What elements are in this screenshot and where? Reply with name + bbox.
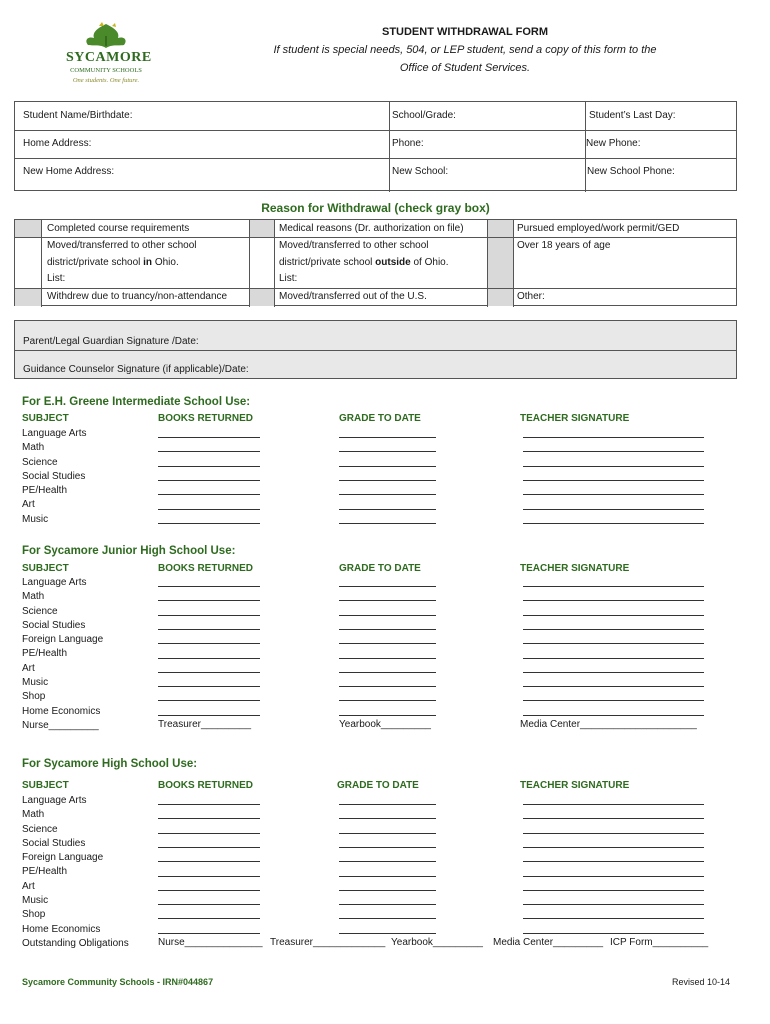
hs-grade-line[interactable]	[339, 833, 436, 834]
eh-grade-header: GRADE TO DATE	[339, 413, 421, 424]
hs-books-line[interactable]	[158, 918, 260, 919]
eh-subject-item: Language Arts	[22, 428, 87, 439]
form-title: STUDENT WITHDRAWAL FORM	[381, 26, 548, 38]
logo-name: SYCAMORE	[66, 50, 152, 65]
reason-moved-outside-line1: Moved/transferred to other school	[279, 240, 429, 251]
hs-subject-item: Social Studies	[22, 837, 86, 849]
hs-subject-item: Home Economics	[22, 923, 101, 935]
reason-moved-outside-list: List:	[279, 273, 298, 284]
eh-books-line[interactable]	[158, 494, 260, 495]
hs-teacher-line[interactable]	[523, 933, 704, 934]
hs-books-line[interactable]	[158, 890, 260, 891]
jh-books-line[interactable]	[158, 715, 260, 716]
reason-heading: Reason for Withdrawal (check gray box)	[261, 201, 490, 215]
student-name-field[interactable]: Student Name/Birthdate:	[23, 110, 133, 121]
jh-grade-line[interactable]	[339, 672, 436, 673]
jh-grade-header: GRADE TO DATE	[339, 563, 421, 574]
eh-subject-item: PE/Health	[22, 485, 68, 497]
phone-field[interactable]: Phone:	[392, 138, 424, 149]
hs-books-header: BOOKS RETURNED	[158, 780, 254, 791]
jh-books-line[interactable]	[158, 643, 260, 644]
hs-subject-item: Language Arts	[22, 795, 87, 806]
eh-subject-item: Art	[22, 499, 35, 511]
checkbox-over18[interactable]	[487, 237, 513, 288]
reason-moved-ohio-list: List:	[47, 273, 66, 284]
eh-books-line[interactable]	[158, 509, 260, 510]
eh-grade-line[interactable]	[339, 480, 436, 481]
hs-grade-header: GRADE TO DATE	[337, 780, 419, 791]
hs-teacher-header: TEACHER SIGNATURE	[520, 780, 630, 791]
jh-books-line[interactable]	[158, 700, 260, 701]
jh-teacher-line[interactable]	[523, 615, 704, 616]
reason-employed: Pursued employed/work permit/GED	[517, 223, 680, 234]
jh-books-line[interactable]	[158, 615, 260, 616]
eh-grade-line[interactable]	[339, 451, 436, 452]
hs-subject-item: Shop	[22, 909, 46, 921]
jh-subject-item: Science	[22, 605, 58, 617]
new-school-phone-field[interactable]: New School Phone:	[587, 166, 675, 177]
jh-subject-list	[22, 576, 103, 733]
hs-books-line[interactable]	[158, 833, 260, 834]
jh-books-header: BOOKS RETURNED	[158, 563, 254, 574]
hs-subject-item: Science	[22, 823, 58, 835]
reason-over18: Over 18 years of age	[517, 240, 611, 251]
jh-grade-line[interactable]	[339, 643, 436, 644]
jh-subject-item: Music	[22, 677, 49, 689]
hs-teacher-line[interactable]	[523, 847, 704, 848]
jh-yearbook[interactable]: Yearbook_________	[339, 719, 431, 730]
eh-books-line[interactable]	[158, 451, 260, 452]
hs-books-line[interactable]	[158, 861, 260, 862]
counselor-signature-field[interactable]: Guidance Counselor Signature (if applicable)/Date:	[23, 364, 249, 375]
hs-grade-line[interactable]	[339, 904, 436, 905]
jh-teacher-line[interactable]	[523, 700, 704, 701]
reason-table	[14, 219, 737, 306]
jh-teacher-line[interactable]	[523, 658, 704, 659]
jh-grade-line[interactable]	[339, 600, 436, 601]
reason-truancy: Withdrew due to truancy/non-attendance	[47, 291, 228, 302]
reason-moved-ohio-line2: district/private school in Ohio.	[47, 257, 179, 268]
eh-teacher-line[interactable]	[523, 494, 704, 495]
hs-books-line[interactable]	[158, 904, 260, 905]
jh-treasurer[interactable]: Treasurer_________	[158, 719, 252, 730]
jh-teacher-line[interactable]	[523, 715, 704, 716]
eh-books-header: BOOKS RETURNED	[158, 413, 254, 424]
jh-grade-line[interactable]	[339, 658, 436, 659]
logo-tagline: One students. One future.	[72, 77, 140, 84]
hs-yearbook[interactable]: Yearbook_________	[391, 937, 483, 948]
header-note-line2: Office of Student Services.	[399, 62, 531, 74]
hs-grade-line[interactable]	[339, 847, 436, 848]
eh-teacher-line[interactable]	[523, 480, 704, 481]
eh-section-title: For E.H. Greene Intermediate School Use:	[22, 396, 251, 408]
parent-signature-field[interactable]: Parent/Legal Guardian Signature /Date:	[23, 336, 199, 347]
reason-medical: Medical reasons (Dr. authorization on file)	[279, 223, 464, 234]
new-school-field[interactable]: New School:	[392, 166, 449, 177]
new-phone-field[interactable]: New Phone:	[586, 138, 641, 149]
hs-section-title: For Sycamore High School Use:	[22, 758, 198, 770]
jh-subject-item: PE/Health	[22, 648, 68, 660]
logo-subtitle: COMMUNITY SCHOOLS	[70, 67, 142, 74]
jh-subject-item: Art	[22, 662, 35, 674]
hs-teacher-line[interactable]	[523, 918, 704, 919]
hs-teacher-line[interactable]	[523, 876, 704, 877]
jh-grade-line[interactable]	[339, 715, 436, 716]
jh-teacher-line[interactable]	[523, 629, 704, 630]
eh-grade-line[interactable]	[339, 523, 436, 524]
jh-section-title: For Sycamore Junior High School Use:	[22, 545, 236, 557]
eh-subject-item: Math	[22, 442, 45, 454]
eh-teacher-line[interactable]	[523, 509, 704, 510]
hs-nurse[interactable]: Nurse______________	[158, 937, 263, 948]
eh-books-line[interactable]	[158, 466, 260, 467]
hs-subject-item: Math	[22, 809, 45, 821]
hs-teacher-line[interactable]	[523, 804, 704, 805]
jh-media-center[interactable]: Media Center_____________________	[520, 719, 697, 730]
checkbox-medical[interactable]	[249, 220, 274, 237]
eh-books-line[interactable]	[158, 480, 260, 481]
eh-grade-line[interactable]	[339, 494, 436, 495]
jh-teacher-line[interactable]	[523, 586, 704, 587]
jh-subject-item: Foreign Language	[22, 634, 104, 646]
jh-grade-line[interactable]	[339, 700, 436, 701]
hs-media-center[interactable]: Media Center_________	[493, 937, 604, 948]
hs-grade-line[interactable]	[339, 861, 436, 862]
jh-teacher-line[interactable]	[523, 600, 704, 601]
eh-teacher-line[interactable]	[523, 451, 704, 452]
jh-subject-item: Nurse_________	[22, 719, 99, 731]
jh-subject-item: Shop	[22, 691, 46, 703]
jh-books-line[interactable]	[158, 672, 260, 673]
sycamore-logo	[54, 22, 158, 88]
hs-teacher-line[interactable]	[523, 890, 704, 891]
jh-books-line[interactable]	[158, 686, 260, 687]
eh-teacher-header: TEACHER SIGNATURE	[520, 413, 630, 424]
jh-teacher-line[interactable]	[523, 686, 704, 687]
jh-teacher-line[interactable]	[523, 643, 704, 644]
footer-irn: Sycamore Community Schools - IRN#044867	[22, 977, 214, 987]
hs-subject-item: Outstanding Obligations	[22, 937, 129, 949]
jh-grade-line[interactable]	[339, 686, 436, 687]
reason-moved-outside-line2: district/private school outside of Ohio.	[279, 257, 449, 268]
footer-revised: Revised 10-14	[672, 977, 731, 987]
hs-books-line[interactable]	[158, 818, 260, 819]
jh-books-line[interactable]	[158, 600, 260, 601]
jh-books-line[interactable]	[158, 658, 260, 659]
jh-subject-item: Language Arts	[22, 577, 87, 588]
jh-subject-header: SUBJECT	[22, 563, 69, 574]
checkbox-completed[interactable]	[15, 220, 41, 237]
jh-subject-item: Math	[22, 591, 45, 603]
checkbox-employed[interactable]	[487, 220, 513, 237]
eh-grade-line[interactable]	[339, 509, 436, 510]
hs-teacher-line[interactable]	[523, 818, 704, 819]
new-home-address-field[interactable]: New Home Address:	[23, 166, 115, 177]
reason-other: Other:	[517, 291, 545, 302]
eh-teacher-line[interactable]	[523, 466, 704, 467]
hs-subject-item: Art	[22, 880, 35, 892]
jh-teacher-header: TEACHER SIGNATURE	[520, 563, 630, 574]
jh-books-line[interactable]	[158, 586, 260, 587]
hs-grade-line[interactable]	[339, 804, 436, 805]
hs-subject-item: Music	[22, 895, 49, 907]
eh-subject-header: SUBJECT	[22, 413, 69, 424]
reason-moved-ohio-line1: Moved/transferred to other school	[47, 240, 197, 251]
school-grade-field[interactable]: School/Grade:	[392, 110, 456, 121]
hs-subject-header: SUBJECT	[22, 780, 69, 791]
last-day-field[interactable]: Student’s Last Day:	[589, 110, 676, 121]
hs-grade-line[interactable]	[339, 890, 436, 891]
hs-teacher-line[interactable]	[523, 833, 704, 834]
jh-books-line[interactable]	[158, 629, 260, 630]
hs-subject-item: Foreign Language	[22, 852, 104, 864]
eh-teacher-line[interactable]	[523, 523, 704, 524]
eh-grade-line[interactable]	[339, 437, 436, 438]
checkbox-truancy[interactable]	[15, 288, 41, 306]
jh-grade-line[interactable]	[339, 615, 436, 616]
signature-table	[14, 320, 737, 379]
jh-grade-line[interactable]	[339, 629, 436, 630]
eh-subject-item: Social Studies	[22, 470, 86, 482]
student-info-table	[14, 101, 737, 191]
header-note-line1: If student is special needs, 504, or LEP student, send a copy of this form to the	[273, 44, 657, 56]
home-address-field[interactable]: Home Address:	[23, 138, 92, 149]
checkbox-other[interactable]	[487, 288, 513, 306]
hs-grade-line[interactable]	[339, 876, 436, 877]
hs-books-line[interactable]	[158, 847, 260, 848]
hs-subject-list	[22, 794, 129, 951]
eh-subject-item: Music	[22, 513, 49, 525]
hs-teacher-line[interactable]	[523, 861, 704, 862]
eh-books-line[interactable]	[158, 523, 260, 524]
eh-subject-list	[22, 427, 87, 527]
hs-teacher-line[interactable]	[523, 904, 704, 905]
hs-grade-line[interactable]	[339, 933, 436, 934]
eh-teacher-line[interactable]	[523, 437, 704, 438]
hs-books-line[interactable]	[158, 804, 260, 805]
jh-subject-item: Social Studies	[22, 619, 86, 631]
jh-grade-line[interactable]	[339, 586, 436, 587]
reason-moved-us: Moved/transferred out of the U.S.	[279, 291, 427, 302]
hs-books-line[interactable]	[158, 876, 260, 877]
hs-treasurer[interactable]: Treasurer_____________	[270, 937, 386, 948]
hs-subject-item: PE/Health	[22, 866, 68, 878]
jh-subject-item: Home Economics	[22, 705, 101, 717]
hs-grade-line[interactable]	[339, 918, 436, 919]
hs-icp-form[interactable]: ICP Form__________	[610, 937, 709, 948]
jh-teacher-line[interactable]	[523, 672, 704, 673]
eh-grade-line[interactable]	[339, 466, 436, 467]
hs-grade-line[interactable]	[339, 818, 436, 819]
hs-books-line[interactable]	[158, 933, 260, 934]
eh-books-line[interactable]	[158, 437, 260, 438]
checkbox-moved-us[interactable]	[249, 288, 274, 306]
reason-completed: Completed course requirements	[47, 223, 190, 234]
eh-subject-item: Science	[22, 456, 58, 468]
